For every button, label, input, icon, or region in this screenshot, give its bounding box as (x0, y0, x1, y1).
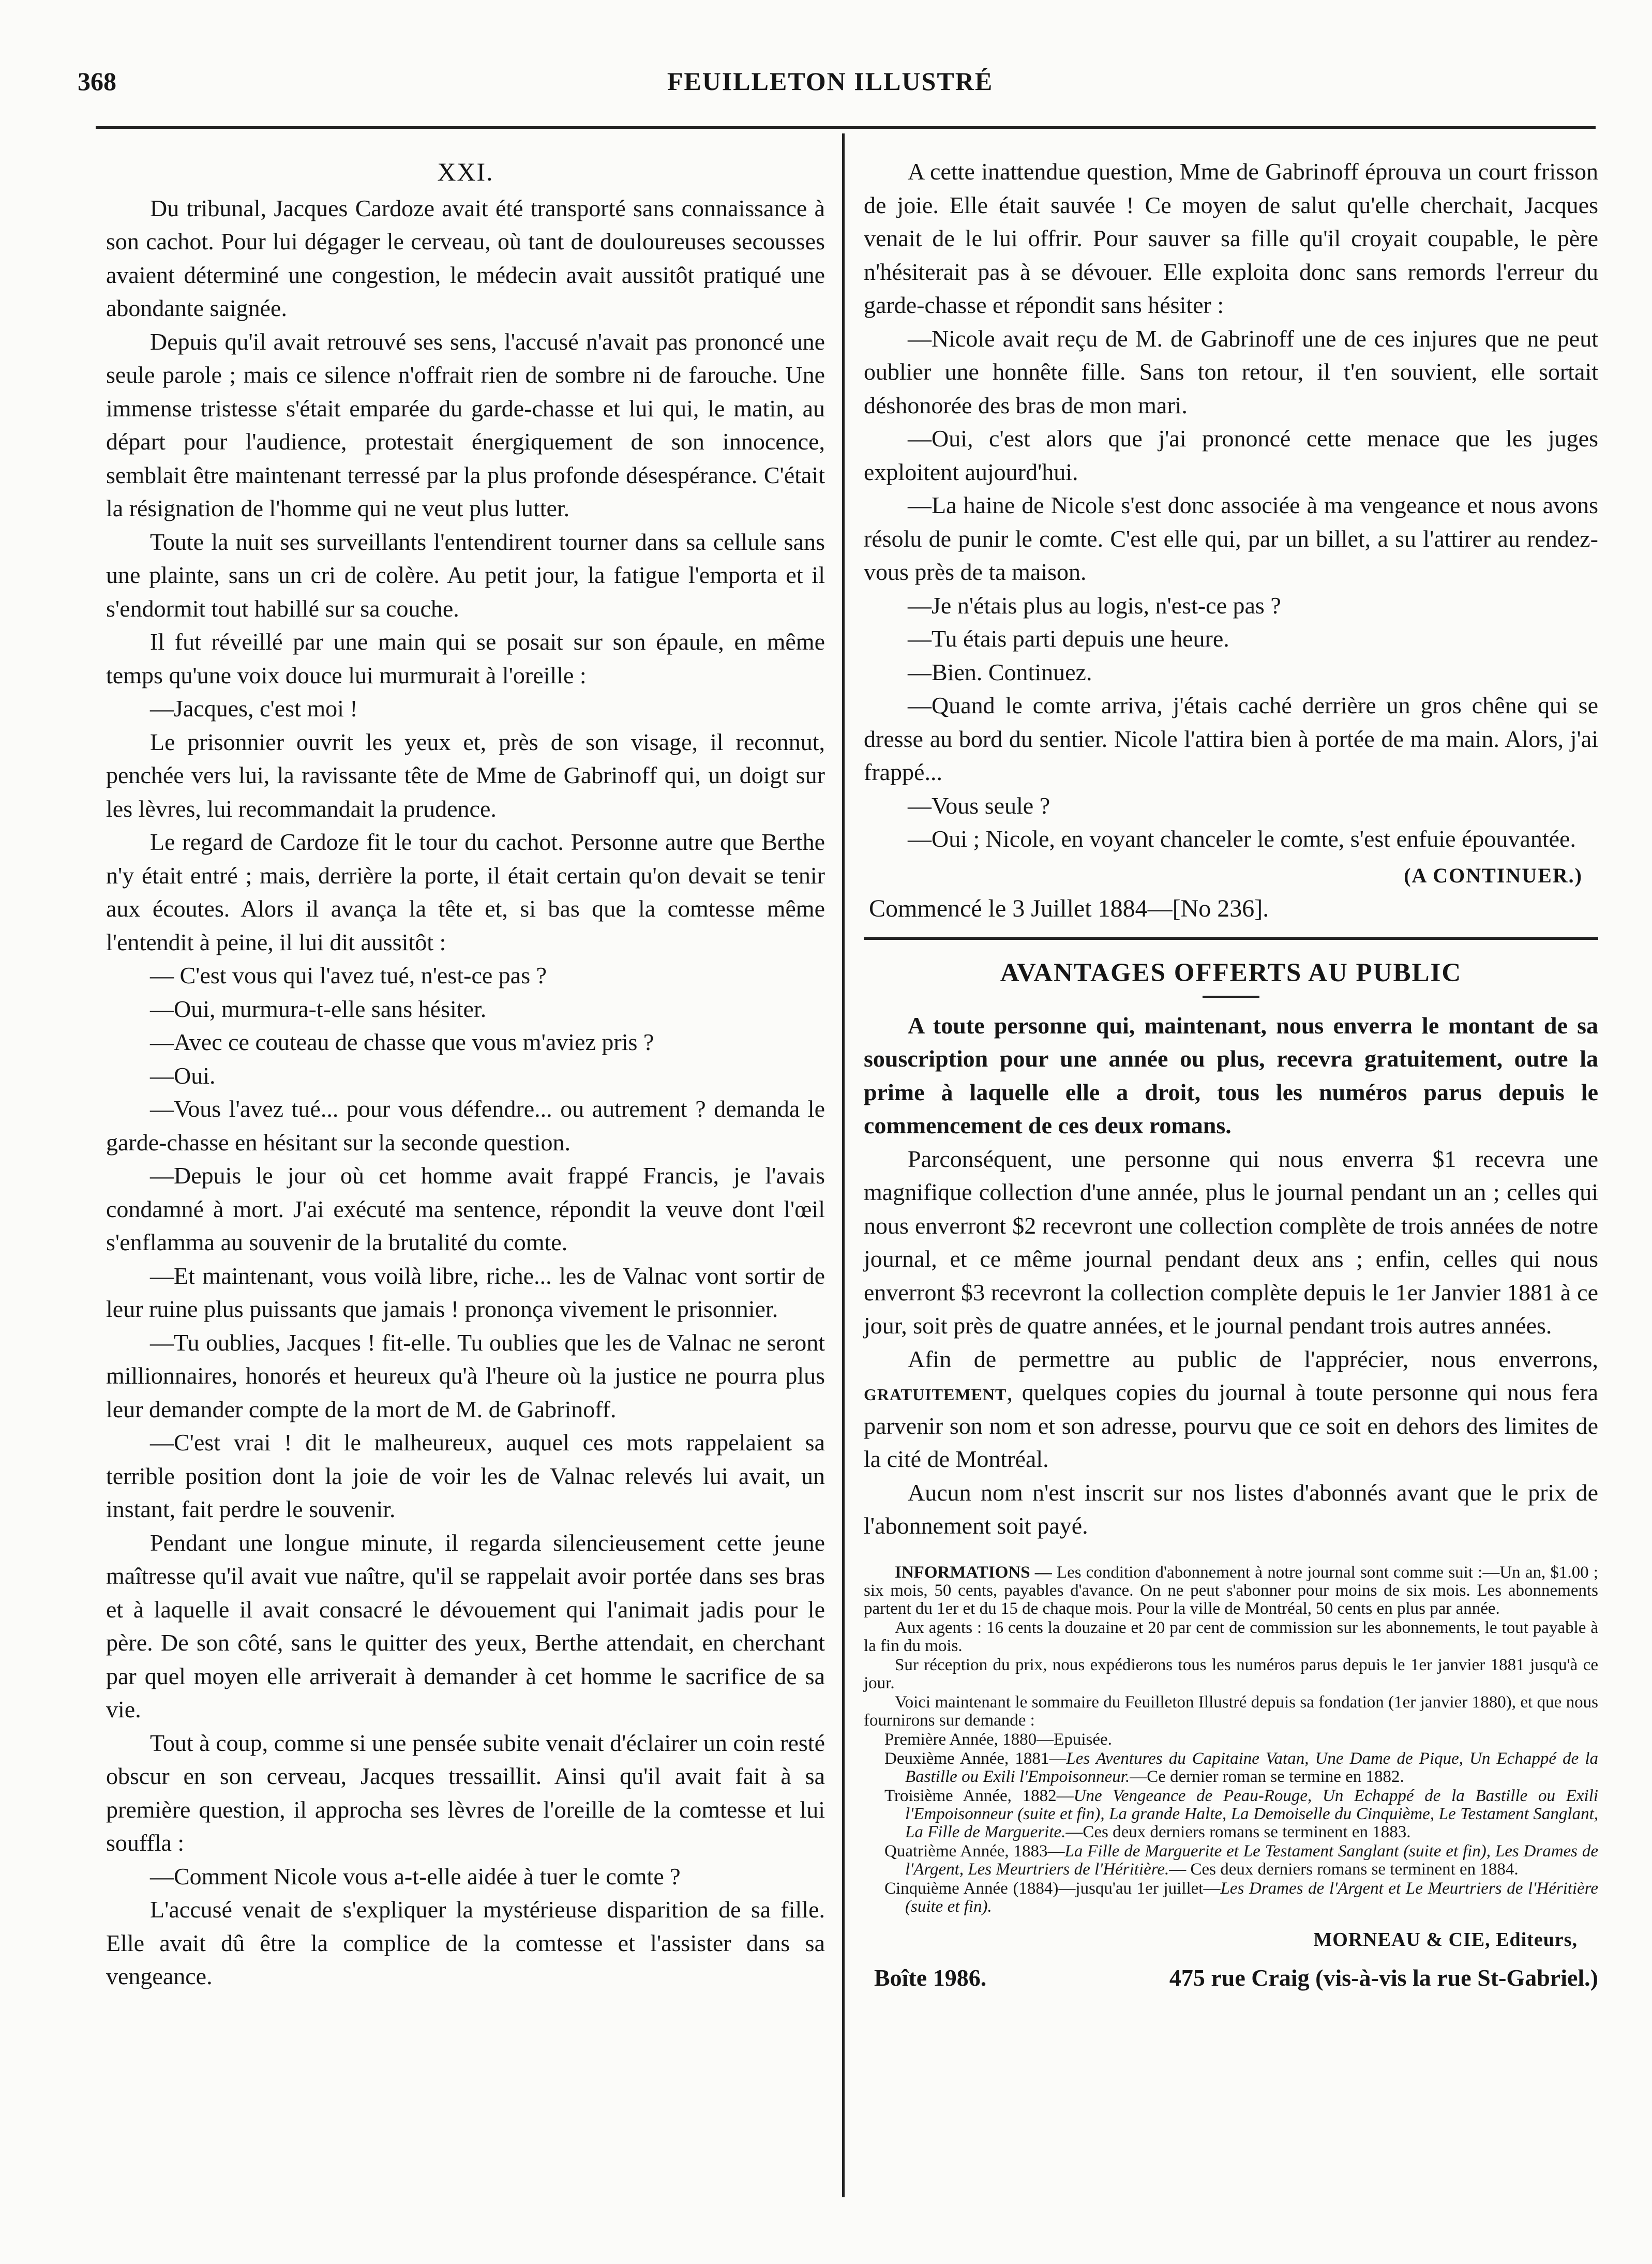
column-divider (842, 133, 845, 2197)
year-label: Quatrième Année, 1883— (884, 1841, 1065, 1861)
header-rule (96, 126, 1596, 129)
offer-paragraph: A toute personne qui, maintenant, nous enverra le montant de sa souscription pour une année ou plus, recevra gratuitement, outre la prime à laquelle elle a droit, tous les numéros parus depuis le commencement de ces deux romans. (864, 1012, 1598, 1138)
year-label: Deuxième Année, 1881— (884, 1749, 1067, 1768)
dialogue-line: —Jacques, c'est moi ! (150, 695, 358, 722)
running-title: FEUILLETON ILLUSTRÉ (667, 67, 994, 96)
year-summary (864, 1880, 1598, 1916)
year-summary (864, 1842, 1598, 1879)
info-paragraph: Sur réception du prix, nous expédierons tous les numéros parus depuis le 1er janvier 1881 jusqu'à ce jour. (864, 1655, 1598, 1692)
postal-box: Boîte 1986. (874, 1965, 987, 1991)
free-label: gratuitement (864, 1379, 1007, 1405)
paragraph: A cette inattendue question, Mme de Gabrinoff éprouva un court frisson de joie. Elle était sauvée ! Ce moyen de salut qu'elle cherchait, Jacques venait de le lui offrir. Pour sauver sa fille qu'il croyait coupable, le père n'hésiterait pas à se dévouer. Elle exploita donc sans remords l'erreur du garde-chasse et répondit sans hésiter : (864, 158, 1598, 318)
novel-titles: Les Drames de l'Argent et Le Meurtriers de l'Héritière (suite et fin). (905, 1879, 1599, 1916)
year-summary: Première Année, 1880—Epuisée. (884, 1730, 1112, 1749)
section-divider (864, 937, 1598, 940)
dialogue-line: —Avec ce couteau de chasse que vous m'aviez pris ? (150, 1029, 654, 1055)
dialogue-line: —Comment Nicole vous a-t-elle aidée à tuer le comte ? (150, 1863, 681, 1890)
dialogue-line: —C'est vrai ! dit le malheureux, auquel ces mots rappelaient sa terrible position dont la joie de voir les de Valnac relevés lui avait, un instant, fait perdre le souvenir. (106, 1429, 825, 1522)
offer-paragraph: Parconséquent, une personne qui nous enverra $1 recevra une magnifique collection d'une année, plus le journal pendant un an ; celles qui nous enverront $2 recevront une collection complète de trois années de notre journal, et ce même journal pendant deux ans ; enfin, celles qui nous enverront $3 recevront la collection complète depuis le 1er Janvier 1881 à ce jour, soit près de quatre années, et le journal pendant trois autres années. (864, 1145, 1598, 1339)
year-summary (864, 1750, 1598, 1786)
section-heading: AVANTAGES OFFERTS AU PUBLIC (1000, 958, 1462, 987)
street-address: 475 rue Craig (vis-à-vis la rue St-Gabriel.) (1169, 1965, 1598, 1991)
offer-paragraph: Aucun nom n'est inscrit sur nos listes d'abonnés avant que le prix de l'abonnement soit payé. (864, 1479, 1598, 1539)
left-column (106, 155, 825, 1993)
year-note: —Ces deux derniers romans se terminent en 1883. (1065, 1822, 1411, 1841)
dialogue-line: —Depuis le jour où cet homme avait frappé Francis, je l'avais condamné à mort. J'ai exécuté ma sentence, répondit la veuve dont l'œil s'enflamma au souvenir de la brutalité du comte. (106, 1162, 825, 1255)
chapter-heading: XXI. (437, 157, 494, 186)
dialogue-line: —Bien. Continuez. (908, 658, 1092, 685)
subscription-info (864, 1564, 1598, 1916)
novel-titles: Les Aventures du Capitaine Vatan, Une Dame de Pique, Un Echappé de la Bastille ou Exili l'Empoisonneur. (905, 1749, 1598, 1786)
offer-text: , quelques copies du journal à toute personne qui nous fera parvenir son nom et son adresse, pourvu que ce soit en dehors des limites de la cité de Montréal. (864, 1379, 1598, 1472)
running-head (78, 66, 1583, 108)
year-summary (864, 1787, 1598, 1841)
dialogue-line: —Nicole avait reçu de M. de Gabrinoff une de ces injures que ne peut oublier une honnête fille. Sans ton retour, il t'en souvient, elle sortait déshonorée des bras de mon mari. (864, 325, 1598, 418)
info-text: Les condition d'abonnement à notre journal sont comme suit :—Un an, $1.00 ; six mois, 50 cents, payables d'avance. On ne peut s'abonner pour moins de six mois. Les abonnements partent du 1er et du 15 de chaque mois. Pour la ville de Montréal, 50 cents en plus par année. (864, 1563, 1598, 1618)
dialogue-line: — C'est vous qui l'avez tué, n'est-ce pas ? (150, 962, 547, 988)
publisher-address (864, 1961, 1598, 1998)
page-number: 368 (78, 67, 116, 96)
paragraph: Toute la nuit ses surveillants l'entendirent tourner dans sa cellule sans une plainte, sans un cri de colère. Au petit jour, la fatigue l'emporta et il s'endormit tout habillé sur sa couche. (106, 528, 825, 622)
paragraph: Il fut réveillé par une main qui se posait sur son épaule, en même temps qu'une voix douce lui murmurait à l'oreille : (106, 628, 825, 688)
info-paragraph (864, 1564, 1598, 1618)
short-divider (1203, 996, 1259, 998)
dialogue-line: —Oui ; Nicole, en voyant chanceler le comte, s'est enfuie épouvantée. (908, 826, 1576, 852)
paragraph: Du tribunal, Jacques Cardoze avait été transporté sans connaissance à son cachot. Pour lui dégager le cerveau, où tant de douloureuses secousses avaient déterminé une congestion, le médecin avait aussitôt pratiqué une abondante saignée. (106, 194, 825, 321)
paragraph: Tout à coup, comme si une pensée subite venait d'éclairer un coin resté obscur en son cerveau, Jacques tressaillit. Ainsi qu'il avait fait à sa première question, il approcha ses lèvres de l'oreille de la comtesse et lui souffla : (106, 1729, 825, 1856)
info-heading: INFORMATIONS — (895, 1563, 1052, 1582)
dialogue-line: —Et maintenant, vous voilà libre, riche... les de Valnac vont sortir de leur ruine plus puissants que jamais ! prononça vivement le prisonnier. (106, 1262, 825, 1322)
dialogue-line: —Oui, c'est alors que j'ai prononcé cette menace que les juges exploitent aujourd'hui. (864, 425, 1598, 485)
right-column (864, 155, 1598, 1998)
publisher: MORNEAU & CIE, Editeurs, (1313, 1928, 1578, 1951)
novel-titles: Une Vengeance de Peau-Rouge, Un Echappé de la Bastille ou Exili l'Empoisonneur (suite et fin), La grande Halte, La Demoiselle du Cinquième, Le Testament Sanglant, La Fille de Marguerite. (905, 1786, 1598, 1841)
novel-titles: La Fille de Marguerite et Le Testament Sanglant (suite et fin), Les Drames de l'Argent, Les Meurtriers de l'Héritière. (905, 1841, 1598, 1879)
year-label: Cinquième Année (1884)—jusqu'au 1er juillet— (884, 1879, 1221, 1898)
paragraph: Le regard de Cardoze fit le tour du cachot. Personne autre que Berthe n'y était entré ; mais, derrière la porte, il était certain qu'on devait se tenir aux écoutes. Alors il avança la tête et, si bas que la comtesse même l'entendit à peine, il lui dit aussitôt : (106, 829, 825, 955)
dialogue-line: —Tu étais parti depuis une heure. (908, 625, 1229, 652)
paragraph: Depuis qu'il avait retrouvé ses sens, l'accusé n'avait pas prononcé une seule parole ; mais ce silence n'offrait rien de sombre ni de farouche. Une immense tristesse s'était emparée du garde-chasse et lui qui, le matin, au départ pour l'audience, protestait énergiquement de son innocence, semblait être maintenant terressé par la plus profonde désespérance. C'était la résignation de l'homme qui ne veut plus lutter. (106, 328, 825, 521)
year-note: —Ce dernier roman se termine en 1882. (1130, 1767, 1404, 1786)
dialogue-line: —Vous l'avez tué... pour vous défendre... ou autrement ? demanda le garde-chasse en hésitant sur la seconde question. (106, 1096, 825, 1156)
year-note: — Ces deux derniers romans se terminent en 1884. (1169, 1860, 1519, 1879)
offer-paragraph (864, 1343, 1598, 1476)
serial-start-note: Commencé le 3 Juillet 1884—[No 236]. (869, 895, 1269, 922)
info-paragraph: Voici maintenant le sommaire du Feuilleton Illustré depuis sa fondation (1er janvier 1880), et que nous fournirons sur demande : (864, 1692, 1598, 1730)
paragraph: L'accusé venait de s'expliquer la mystérieuse disparition de sa fille. Elle avait dû être la complice de la comtesse et l'assister dans sa vengeance. (106, 1896, 825, 1989)
dialogue-line: —Oui, murmura-t-elle sans hésiter. (150, 995, 487, 1022)
dialogue-line: —Je n'étais plus au logis, n'est-ce pas ? (908, 592, 1281, 619)
paragraph: Le prisonnier ouvrit les yeux et, près de son visage, il reconnut, penchée vers lui, la ravissante tête de Mme de Gabrinoff qui, un doigt sur les lèvres, lui recommandait la prudence. (106, 728, 825, 822)
dialogue-line: —Tu oublies, Jacques ! fit-elle. Tu oublies que les de Valnac ne seront millionnaires, honorés et heureux qu'à l'heure où la justice ne pourra plus leur demander compte de la mort de M. de Gabrinoff. (106, 1329, 825, 1422)
offer-text: Afin de permettre au public de l'apprécier, nous enverrons, (908, 1345, 1598, 1372)
year-label: Troisième Année, 1882— (884, 1786, 1074, 1805)
paragraph: Pendant une longue minute, il regarda silencieusement cette jeune maîtresse qu'il avait vue naître, qu'il se rappelait avoir portée dans ses bras et à laquelle il avait consacré le dévouement qui l'animait jadis pour le père. De son côté, sans le quitter des yeux, Berthe attendait, en cherchant par quel moyen elle arriverait à demander à cet homme le sacrifice de sa vie. (106, 1529, 825, 1722)
dialogue-line: —Vous seule ? (908, 792, 1050, 819)
info-paragraph: Aux agents : 16 cents la douzaine et 20 par cent de commission sur les abonnements, le tout payable à la fin du mois. (864, 1618, 1598, 1655)
dialogue-line: —Quand le comte arriva, j'étais caché derrière un gros chêne qui se dresse au bord du sentier. Nicole l'attira bien à portée de ma main. Alors, j'ai frappé... (864, 692, 1598, 785)
to-be-continued: (A CONTINUER.) (1404, 863, 1583, 887)
dialogue-line: —La haine de Nicole s'est donc associée à ma vengeance et nous avons résolu de punir le comte. C'est elle qui, par un billet, a su l'attirer au rendez-vous près de ta maison. (864, 492, 1598, 585)
dialogue-line: —Oui. (150, 1062, 216, 1089)
